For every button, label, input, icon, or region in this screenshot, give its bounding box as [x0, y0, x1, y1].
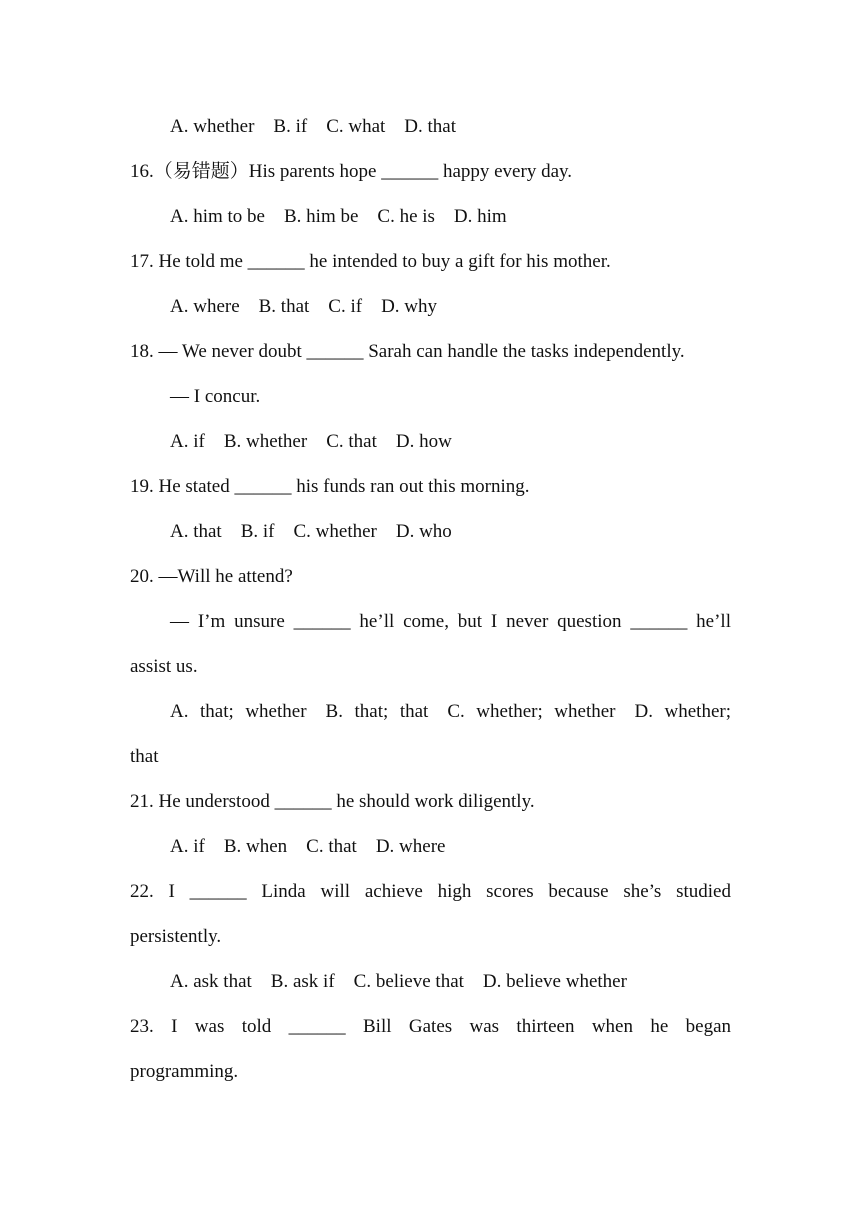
q15-options: A. whether B. if C. what D. that [170, 116, 457, 137]
q21-question: 21. He understood ______ he should work diligently. [130, 791, 535, 812]
q23-question-line1: 23. I was told ______ Bill Gates was thirteen when he began [130, 1016, 731, 1037]
q18-options: A. if B. whether C. that D. how [170, 431, 452, 452]
q18-response: — I concur. [170, 386, 261, 407]
q20-response-line2: assist us. [130, 656, 198, 677]
q16-options: A. him to be B. him be C. he is D. him [170, 206, 507, 227]
q19-question: 19. He stated ______ his funds ran out this morning. [130, 476, 530, 497]
q22-question-line2: persistently. [130, 926, 222, 947]
q16-question: 16.（易错题）His parents hope ______ happy every day. [130, 161, 573, 182]
q21-options: A. if B. when C. that D. where [170, 836, 446, 857]
q17-question: 17. He told me ______ he intended to buy a gift for his mother. [130, 251, 611, 272]
q22-question-line1: 22. I ______ Linda will achieve high scores because she’s studied [130, 881, 731, 902]
q22-options: A. ask that B. ask if C. believe that D. believe whether [170, 971, 627, 992]
q18-question: 18. — We never doubt ______ Sarah can handle the tasks independently. [130, 341, 685, 362]
q19-options: A. that B. if C. whether D. who [170, 521, 452, 542]
q20-response-line1: — I’m unsure ______ he’ll come, but I never question ______ he’ll [170, 611, 731, 632]
q20-options-line1: A. that; whether B. that; that C. whether; whether D. whether; [170, 701, 731, 722]
q20-options-line2: that [130, 746, 159, 767]
q20-question: 20. —Will he attend? [130, 566, 293, 587]
q17-options: A. where B. that C. if D. why [170, 296, 438, 317]
q23-question-line2: programming. [130, 1061, 239, 1082]
